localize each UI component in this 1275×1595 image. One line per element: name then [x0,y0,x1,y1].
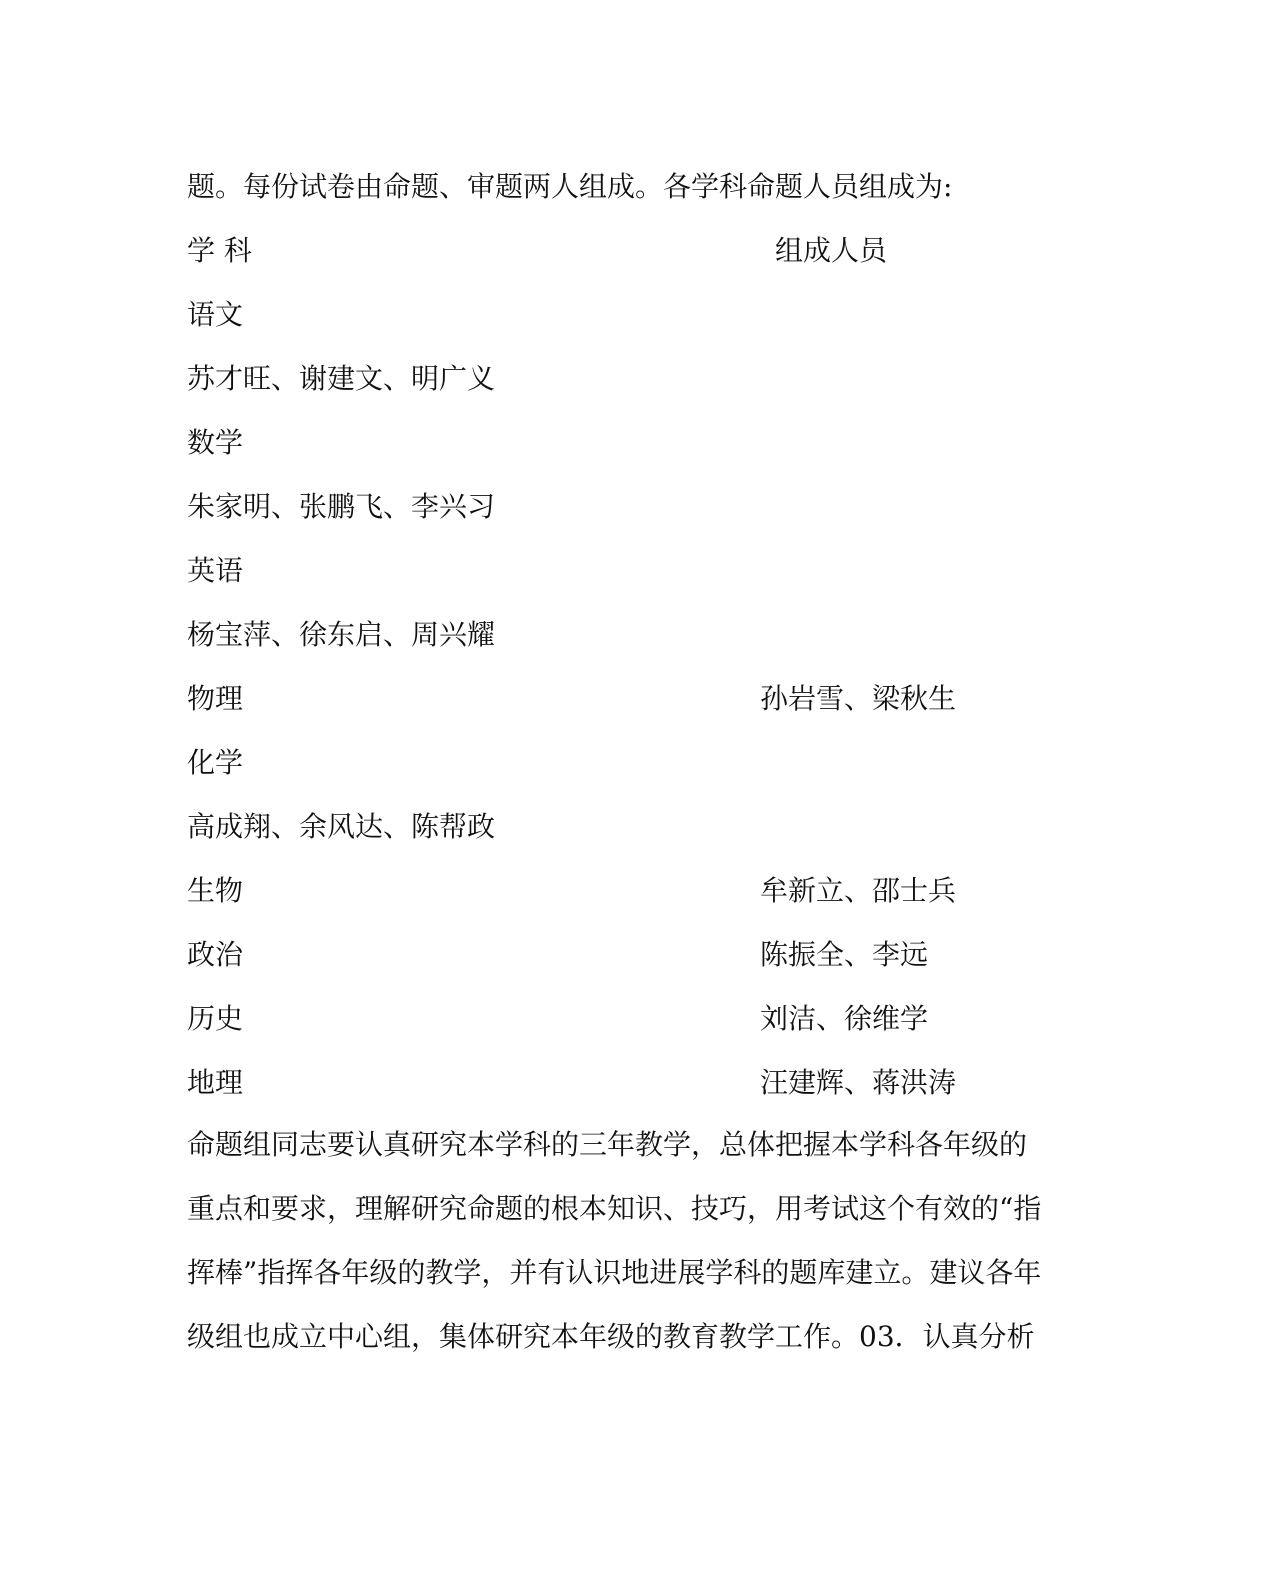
paragraph-line: 命题组同志要认真研究本学科的三年教学，总体把握本学科各年级的 [187,1128,1028,1161]
members-cell: 高成翔、余风达、陈帮政 [187,810,496,843]
subject-cell: 语文 [187,298,244,331]
subject-cell: 政治 [187,938,244,971]
subject-cell: 数学 [187,426,244,459]
members-cell: 苏才旺、谢建文、明广义 [187,362,496,395]
paragraph-line: 级组也成立中心组，集体研究本年级的教育教学工作。03．认真分析 [187,1320,1035,1353]
subject-cell: 地理 [187,1066,244,1099]
subject-cell: 英语 [187,554,244,587]
intro-line: 题。每份试卷由命题、审题两人组成。各学科命题人员组成为: [187,170,953,203]
members-cell: 杨宝萍、徐东启、周兴耀 [187,618,496,651]
members-cell: 孙岩雪、梁秋生 [760,682,957,715]
subject-cell: 化学 [187,746,244,779]
paragraph-line: 挥棒”指挥各年级的教学，并有认识地进展学科的题库建立。建议各年 [187,1256,1042,1289]
subject-cell: 生物 [187,874,244,907]
members-cell: 朱家明、张鹏飞、李兴习 [187,490,496,523]
members-cell: 刘洁、徐维学 [760,1002,929,1035]
paragraph-line: 重点和要求，理解研究命题的根本知识、技巧，用考试这个有效的“指 [187,1192,1042,1225]
members-cell: 陈振全、李远 [760,938,929,971]
members-cell: 牟新立、邵士兵 [760,874,957,907]
subject-cell: 历史 [187,1002,244,1035]
subject-cell: 物理 [187,682,244,715]
members-cell: 汪建辉、蒋洪涛 [760,1066,957,1099]
table-header-members: 组成人员 [775,234,888,267]
body-paragraph [187,1113,1067,1369]
table-header-subject: 学 科 [187,234,252,267]
